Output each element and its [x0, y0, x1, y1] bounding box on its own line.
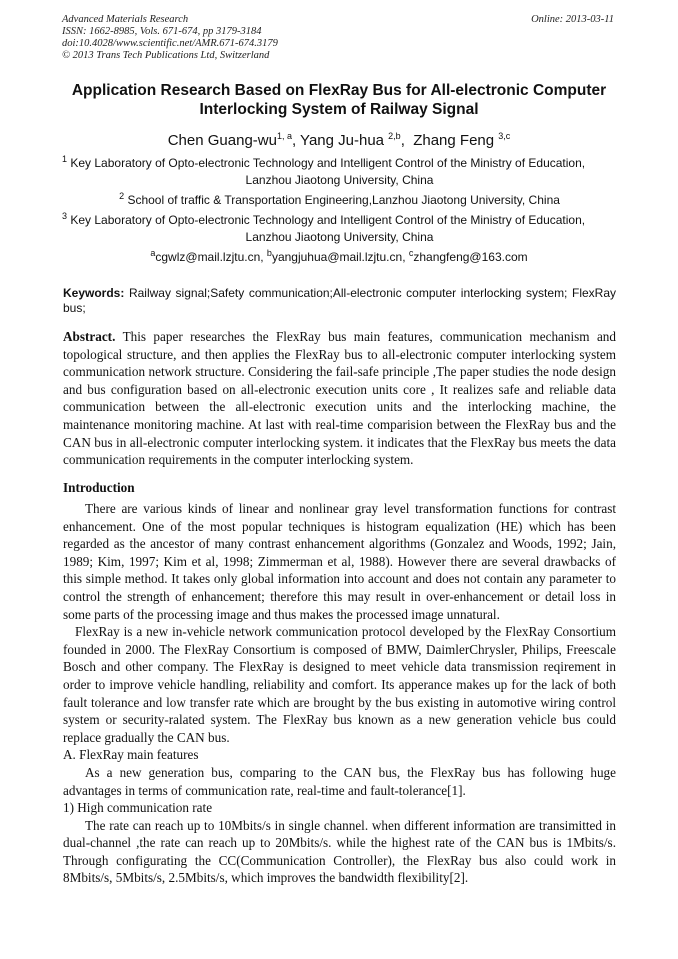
paragraph: The rate can reach up to 10Mbits/s in single channel. when different information are transimitted in dual-channel ,the rate can reach up to 20Mbits/s. while the highest rate of the CAN bus is 1Mbits/s. Through configurating the CC(Communication Controller), the FlexRay bus also could work in 8Mbits/s, 5Mbits/s, 2.5Mbits/s, which improves the bandwidth flexibility[2].	[63, 817, 616, 886]
affiliation-line: Key Laboratory of Opto-electronic Technology and Intelligent Control of the Ministry of Education,	[70, 156, 586, 170]
abstract-label: Abstract.	[63, 329, 116, 344]
email-address[interactable]: zhangfeng@163.com	[413, 250, 528, 264]
affiliation-number: 2	[119, 191, 125, 201]
keywords	[63, 286, 616, 316]
introduction-body	[63, 500, 616, 887]
section-heading: Introduction	[63, 480, 135, 495]
email-address[interactable]: yangjuhua@mail.lzjtu.cn	[271, 250, 403, 264]
affiliation-line: School of traffic & Transportation Engineering,Lanzhou Jiaotong University, China	[127, 193, 560, 207]
paper-title: Application Research Based on FlexRay Bus for All-electronic Computer Interlocking System of Railway Signal	[71, 82, 607, 118]
abstract	[63, 328, 616, 469]
email-list: $^a$cgwlz@mail.lzjtu.cn, $^b$yangjuhua@mail.lzjtu.cn, $^c$zhangfeng@163.com	[150, 248, 528, 264]
paragraph: There are various kinds of linear and nonlinear gray level transformation functions for contrast enhancement. One of the most popular techniques is histogram equalization (HE) which has been regarded as the ancestor of many contrast enhancement algorithms (Gonzalez and Woods, 1992; Jain, 1989; Kim, 1997; Kim et al, 1998; Zimmerman et al, 1988). However there are several drawbacks of this simple method. It takes only global information into account and does not contain any parameter to control the strength of enhancement; therefore this may result in over-enhancement or detail loss in some parts of the processing image and thus makes the processed image unnatural.	[63, 501, 616, 622]
author-superscript: 1, a	[276, 131, 292, 141]
author-superscript: 3,c	[498, 131, 511, 141]
affiliation-line: Lanzhou Jiaotong University, China	[245, 229, 434, 244]
affiliation-line: Lanzhou Jiaotong University, China	[245, 172, 434, 187]
keywords-text: Railway signal;Safety communication;All-electronic computer interlocking system; FlexRay bus;	[63, 286, 616, 315]
author-name: Chen Guang-wu	[167, 132, 277, 149]
journal-issn: ISSN: 1662-8985, Vols. 671-674, pp 3179-3184	[62, 26, 262, 37]
paragraph: FlexRay is a new in-vehicle network communication protocol developed by the FlexRay Consortium founded in 2000. The FlexRay Consortium is composed of BMW, DaimlerChrysler, Philips, Freescale Bosch and other company. The FlexRay is designed to meet vehicle data transmission reqirement in order to improve vehicle handling, reliability and comfort. Its apperance makes up for the lack of both fault tolerance and low transfer rate which are brought by the bus existing in automotive wiring control system or security-ralated system. The FlexRay bus known as a new generation vehicle bus could replace gradually the CAN bus.	[63, 624, 616, 745]
email-address[interactable]: cgwlz@mail.lzjtu.cn	[155, 250, 261, 264]
journal-header	[62, 14, 462, 62]
keywords-label: Keywords:	[63, 286, 125, 300]
author-name: Zhang Feng	[413, 132, 495, 149]
email-superscript: c	[408, 248, 414, 258]
affiliation-line: Key Laboratory of Opto-electronic Technology and Intelligent Control of the Ministry of Education,	[70, 213, 586, 227]
subheading: 1) High communication rate	[63, 800, 213, 816]
journal-copyright: © 2013 Trans Tech Publications Ltd, Switzerland	[62, 50, 270, 61]
paragraph: As a new generation bus, comparing to the CAN bus, the FlexRay bus has following huge advantages in terms of communication rate, real-time and fault-tolerance[1].	[63, 764, 616, 798]
abstract-text: This paper researches the FlexRay bus main features, communication mechanism and topological structure, and then applies the FlexRay bus to all-electronic computer interlocking system communication network structure. Considering the fail-safe principle ,The paper studies the node design and bus configuration based on all-electronic execution units core , It realizes safe and reliable data communication between the all-electronic execution units and the interlocking machine, the maintenance monitoring machine. At last with real-time comparision between the FlexRay bus and the CAN bus in all-electronic computer interlocking system. it indicates that the FlexRay bus meets the data communication requirements in the computer interlocking system.	[63, 329, 616, 468]
journal-name: Advanced Materials Research	[62, 14, 189, 25]
author-superscript: 2,b	[388, 131, 401, 141]
email-superscript: b	[266, 248, 272, 258]
affiliation-2	[62, 192, 617, 209]
subheading: A. FlexRay main features	[63, 747, 199, 763]
affiliation-1	[62, 155, 617, 188]
journal-doi: doi:10.4028/www.scientific.net/AMR.671-674.3179	[62, 38, 278, 49]
author-name: Yang Ju-hua	[300, 132, 384, 149]
email-superscript: a	[150, 248, 156, 258]
affiliation-number: 3	[62, 211, 68, 221]
author-list: Chen Guang-wu$^{1, a}$, Yang Ju-hua $^{2,b}$, Zhang Feng $^{3,c}$	[167, 131, 511, 149]
affiliation-3	[62, 212, 617, 245]
online-date: Online: 2013-03-11	[531, 14, 614, 25]
affiliation-number: 1	[62, 154, 68, 164]
